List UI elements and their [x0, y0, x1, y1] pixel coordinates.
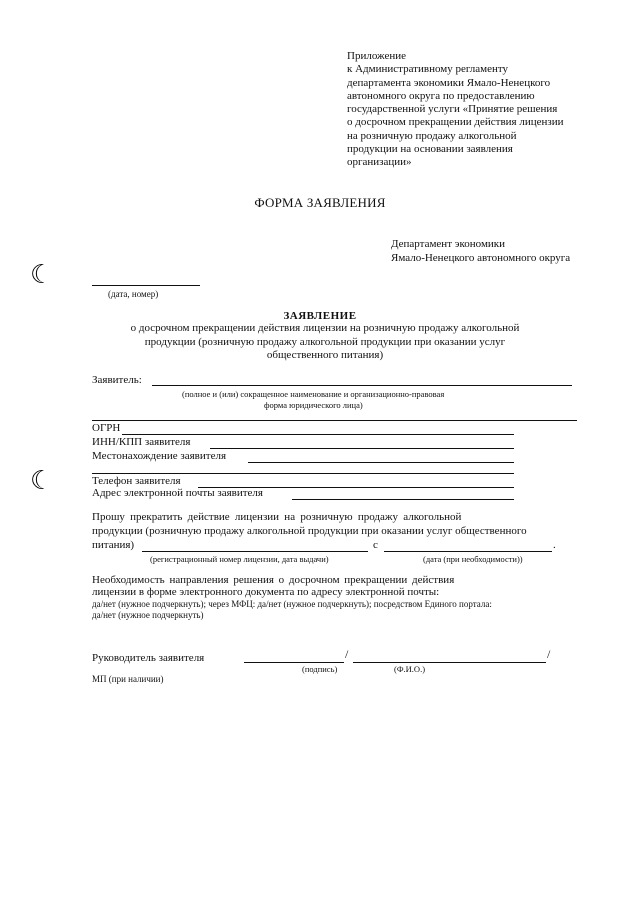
- application-subheading: о досрочном прекращении действия лицензии на розничную продажу алкогольной продукции (розничную продажу алкогольной продукции при оказании услуг общественного питания): [130, 322, 520, 361]
- appendix-note: [347, 50, 607, 170]
- location-field[interactable]: [248, 462, 514, 463]
- date-number-caption: (дата, номер): [108, 289, 159, 299]
- license-number-caption: (регистрационный номер лицензии, дата выдачи): [150, 554, 329, 564]
- email-label: Адрес электронной почты заявителя: [92, 487, 263, 499]
- termination-date-field[interactable]: [384, 551, 552, 552]
- location-field-continuation[interactable]: [92, 473, 514, 474]
- appendix-line: автономного округа по предоставлению: [347, 89, 535, 102]
- license-number-field[interactable]: [142, 551, 368, 552]
- email-field[interactable]: [292, 499, 514, 500]
- inn-kpp-label: ИНН/КПП заявителя: [92, 436, 191, 448]
- appendix-line: продукции на основании заявления: [347, 143, 513, 156]
- ogrn-field[interactable]: [122, 434, 514, 435]
- head-of-applicant-label: Руководитель заявителя: [92, 652, 205, 664]
- addressee: [391, 237, 570, 265]
- full-name-separator: /: [547, 647, 551, 661]
- binder-hole-mark: ☾: [30, 466, 54, 496]
- applicant-name-continuation[interactable]: [92, 420, 577, 421]
- signature-caption: (подпись): [302, 664, 338, 674]
- request-from-label: с: [373, 539, 378, 551]
- appendix-line: Приложение: [347, 50, 407, 62]
- location-label: Местонахождение заявителя: [92, 450, 227, 462]
- signature-field[interactable]: [244, 662, 344, 663]
- notice-line-2: лицензии в форме электронного документа по адресу электронной почты:: [92, 586, 440, 598]
- signature-separator: /: [345, 647, 349, 661]
- appendix-line: государственной услуги «Принятие решения: [347, 103, 558, 116]
- termination-date-caption: (дата (при необходимости)): [423, 554, 523, 564]
- request-line-3-start: питания): [92, 539, 135, 551]
- appendix-line: на розничную продажу алкогольной: [347, 129, 517, 142]
- appendix-line: департамента экономики Ямало-Ненецкого: [347, 76, 551, 89]
- appendix-line: о досрочном прекращении действия лицензии: [347, 116, 564, 129]
- notice-line-1: Необходимость направления решения о досрочном прекращении действия: [92, 574, 455, 586]
- appendix-line: к Административному регламенту: [347, 63, 509, 76]
- notice-options-line-1[interactable]: да/нет (нужное подчеркнуть); через МФЦ: да/нет (нужное подчеркнуть); посредством Единого портала:: [92, 599, 492, 609]
- applicant-caption-1: (полное и (или) сокращенное наименование и организационно-правовая: [182, 389, 445, 399]
- applicant-label: Заявитель:: [92, 374, 142, 386]
- binder-hole-mark: ☾: [30, 260, 54, 290]
- date-number-field[interactable]: [92, 285, 200, 286]
- applicant-caption-2: форма юридического лица): [264, 400, 363, 410]
- applicant-name-field[interactable]: [152, 385, 572, 386]
- form-title: ФОРМА ЗАЯВЛЕНИЯ: [254, 195, 386, 210]
- inn-kpp-field[interactable]: [210, 448, 514, 449]
- notice-options-line-2[interactable]: да/нет (нужное подчеркнуть): [92, 610, 204, 620]
- full-name-caption: (Ф.И.О.): [394, 664, 426, 674]
- full-name-field[interactable]: [353, 662, 546, 663]
- addressee-line-2: Ямало-Ненецкого автономного округа: [391, 252, 571, 264]
- ogrn-label: ОГРН: [92, 422, 121, 434]
- application-heading: ЗАЯВЛЕНИЕ: [283, 310, 357, 322]
- addressee-line-1: Департамент экономики: [391, 238, 506, 250]
- stamp-note: МП (при наличии): [92, 674, 164, 684]
- appendix-line: организации»: [347, 156, 412, 169]
- request-end-punct: .: [553, 539, 556, 551]
- phone-label: Телефон заявителя: [92, 475, 181, 487]
- request-line-1: Прошу прекратить действие лицензии на розничную продажу алкогольной: [92, 511, 462, 523]
- request-line-2: продукции (розничную продажу алкогольной продукции при оказании услуг общественного: [92, 525, 527, 537]
